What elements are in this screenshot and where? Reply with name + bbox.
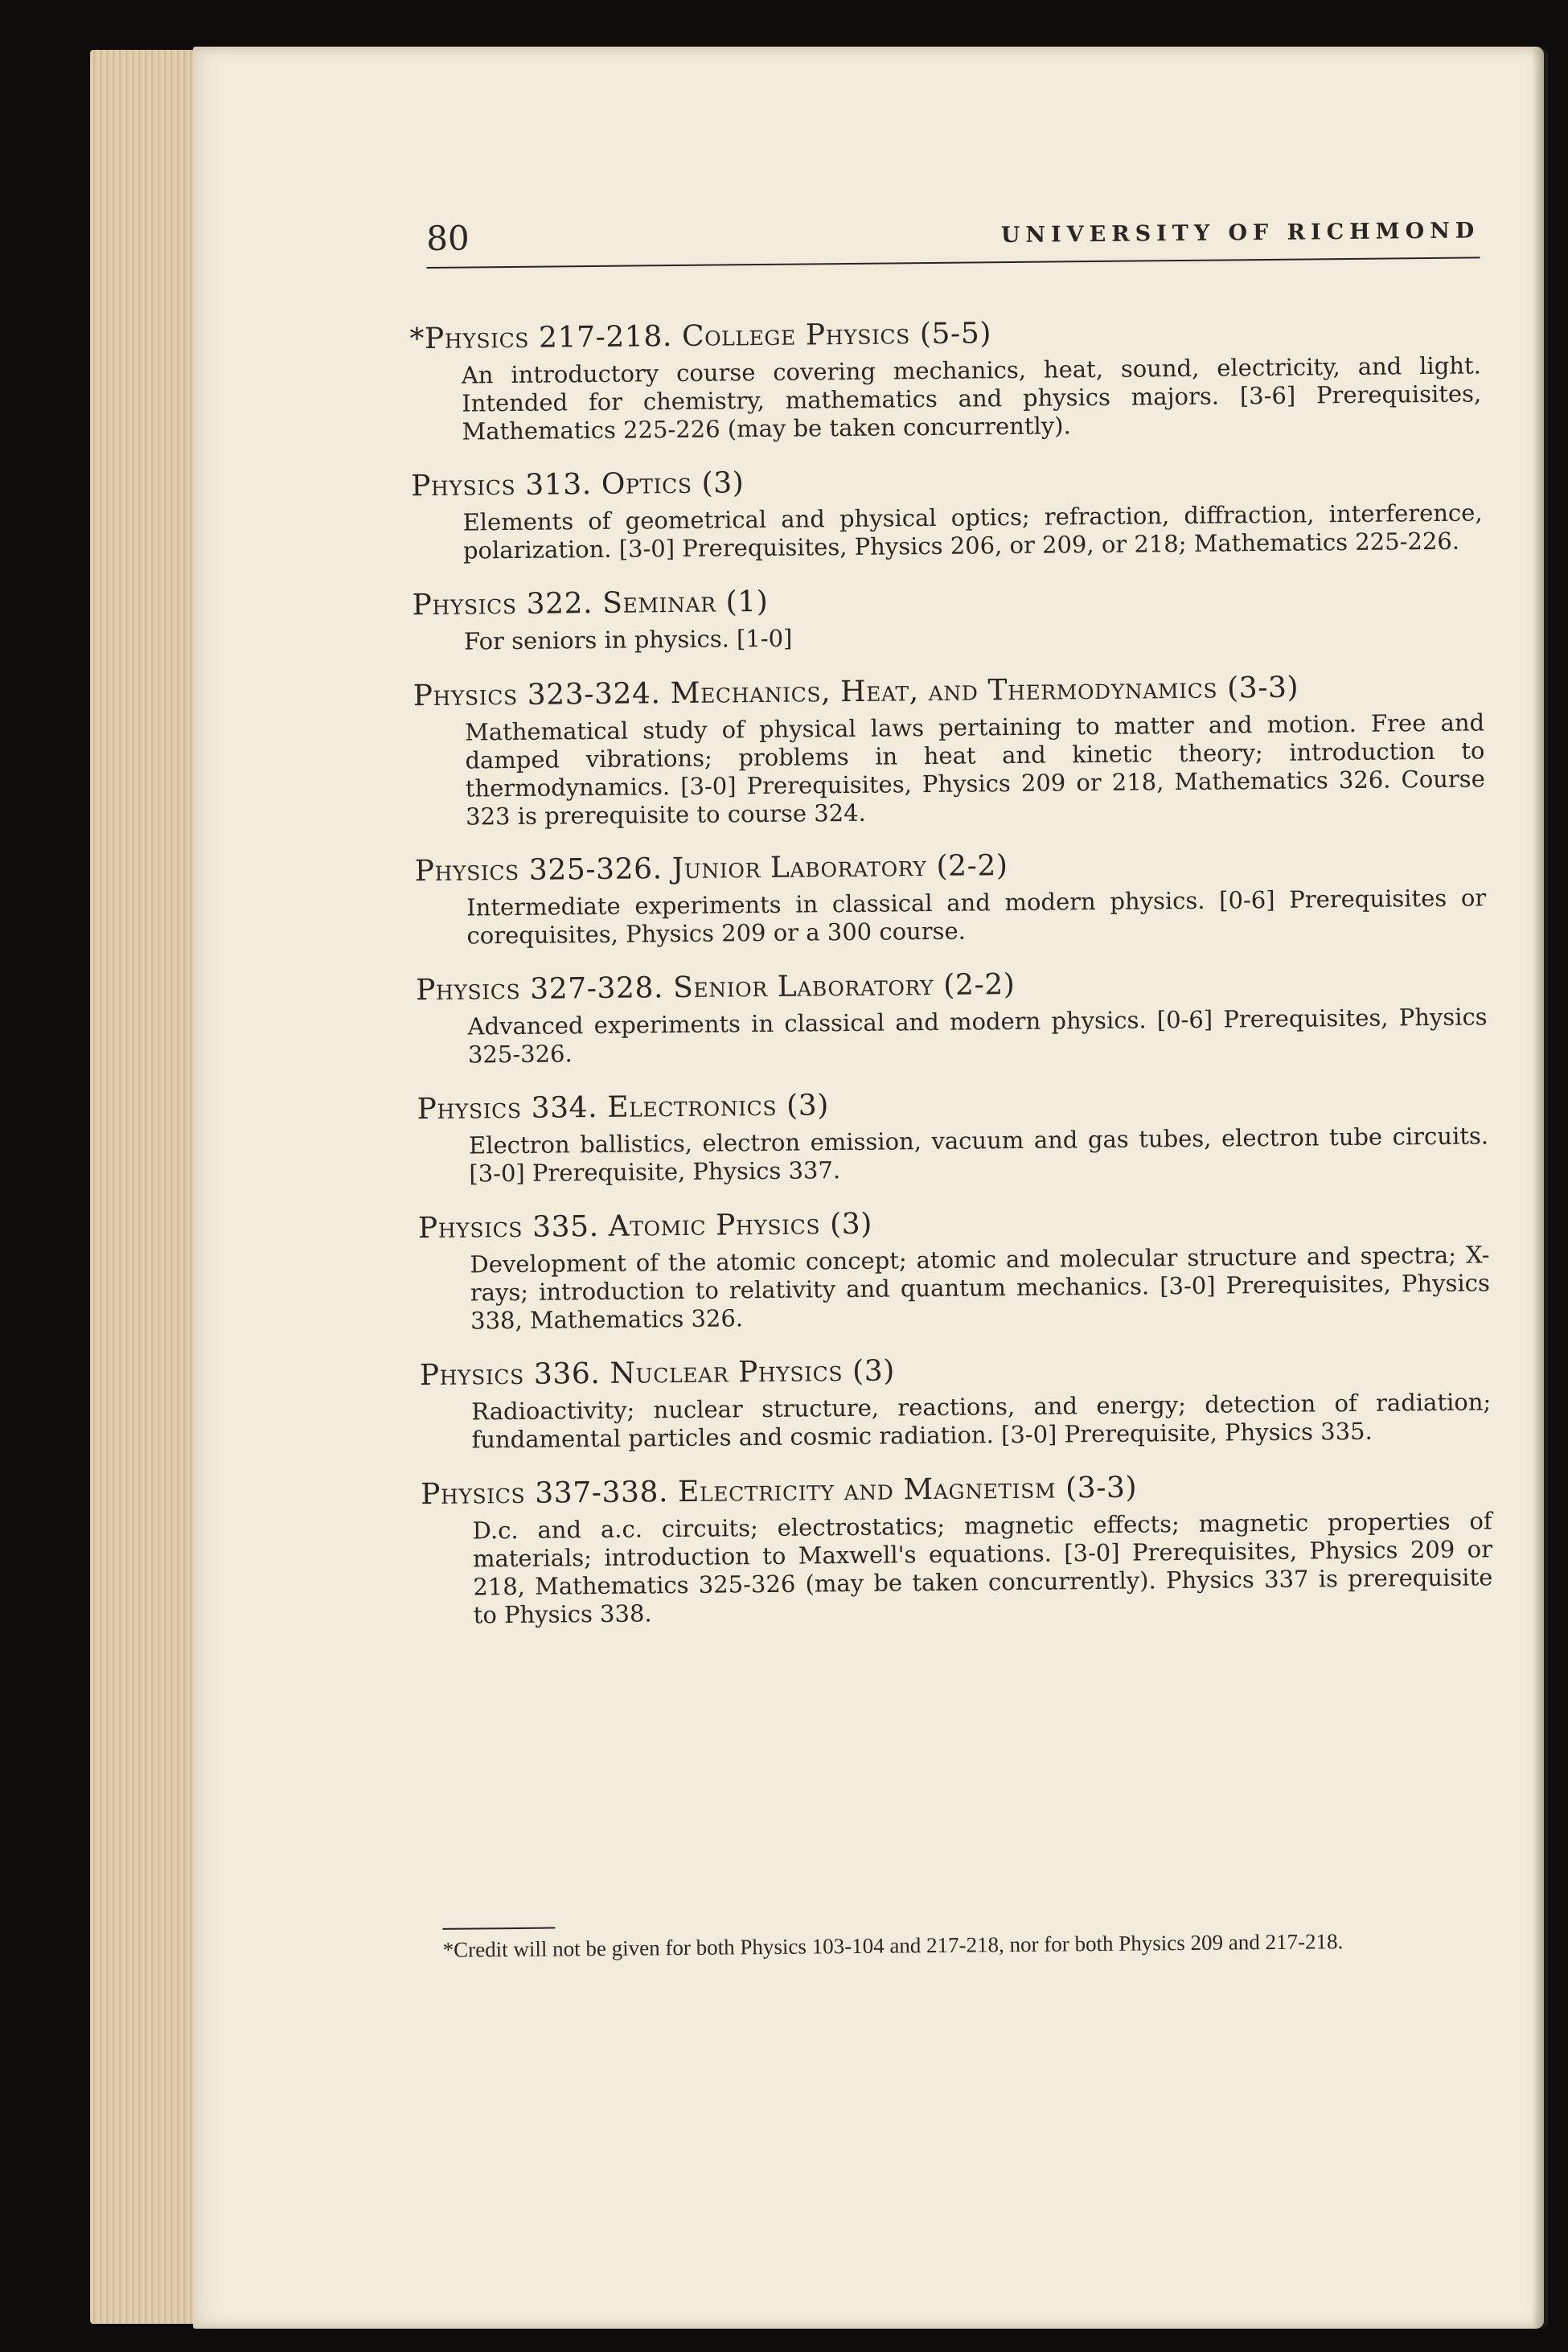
course-description: For seniors in physics. [1-0] (463, 624, 793, 655)
course-entry (417, 1080, 1489, 1188)
course-title: Nuclear Physics (3) (610, 1354, 896, 1390)
course-entry (414, 842, 1487, 950)
course-heading (420, 1346, 1491, 1395)
course-title: Atomic Physics (3) (608, 1207, 873, 1243)
course-code: Physics 335. (417, 1209, 599, 1246)
course-code: *Physics 217-218. (409, 320, 673, 356)
course-title: Senior Laboratory (2-2) (672, 968, 1016, 1005)
course-code: Physics 323-324. (413, 677, 661, 713)
course-code: Physics 336. (419, 1357, 601, 1393)
course-description: Radioactivity; nuclear structure, reactions, and energy; detection of radiation; fundamental particles and cosmic radiation. [3-0] Prerequisite, Physics 335. (471, 1388, 1492, 1454)
course-entry (413, 667, 1485, 831)
course-description: Electron ballistics, electron emission, vacuum and gas tubes, electron tube circuits. [3-0] Prerequisite, Physics 337. (468, 1122, 1489, 1188)
course-heading (409, 310, 1480, 359)
course-description: D.c. and a.c. circuits; electrostatics; magnetic effects; magnetic properties of materials; introduction to Maxwell's equations. [3-0] Prerequisites, Physics 209 or 218, Mathematics 325-326 (may be taken concurrently). Physics 337 is prerequisite to Physics 338. (472, 1507, 1493, 1629)
book-page-edges (90, 50, 203, 2324)
course-title: Mechanics, Heat, and Thermodynamics (3-3) (670, 671, 1299, 711)
course-entry (419, 1346, 1492, 1455)
running-head (426, 207, 1480, 269)
course-code: Physics 322. (412, 587, 593, 622)
course-code: Physics 337-338. (421, 1476, 669, 1512)
course-description: Mathematical study of physical laws pertaining to matter and motion. Free and damped vibrations; problems in heat and kinetic theory; introduction to thermodynamics. [3-0] Prerequisites, Physics 209 or 218, Mathematics 326. Course 323 is prerequisite to course 324. (464, 708, 1485, 831)
course-entry (417, 1199, 1490, 1336)
course-title: Electricity and Magnetism (3-3) (677, 1471, 1138, 1509)
course-title: College Physics (5-5) (681, 317, 992, 353)
course-title: Junior Laboratory (2-2) (671, 849, 1008, 886)
course-code: Physics 325-326. (414, 852, 663, 889)
course-entry (411, 457, 1483, 565)
course-heading (415, 842, 1486, 891)
page-edge-shadow (1532, 48, 1548, 2329)
course-list (409, 310, 1493, 1629)
course-heading (416, 961, 1487, 1010)
course-title: Seminar (1) (602, 585, 769, 620)
course-code: Physics 334. (417, 1091, 598, 1127)
footnote: *Credit will not be given for both Physics 103-104 and 217-218, nor for both Physics 209 and 217-218. (442, 1929, 1344, 1962)
course-heading (411, 457, 1482, 506)
course-code: Physics 327-328. (416, 971, 664, 1008)
course-entry (416, 961, 1488, 1069)
course-entry (412, 576, 1484, 656)
course-heading (421, 1465, 1492, 1514)
course-description: Advanced experiments in classical and modern physics. [0-6] Prerequisites, Physics 325-326. (467, 1003, 1488, 1069)
course-description: Development of the atomic concept; atomic and molecular structure and spectra; X-rays; introduction to relativity and quantum mechanics. [3-0] Prerequisites, Physics 338, Mathematics 326. (470, 1241, 1490, 1335)
footnote-rule (442, 1927, 555, 1930)
course-heading (413, 667, 1484, 716)
course-entry (409, 310, 1482, 446)
course-entry (421, 1465, 1493, 1630)
page-number: 80 (426, 218, 470, 258)
course-description: Elements of geometrical and physical optics; refraction, diffraction, interference, polarization. [3-0] Prerequisites, Physics 206, or 209, or 218; Mathematics 225-226. (462, 499, 1483, 564)
running-title: UNIVERSITY OF RICHMOND (1000, 218, 1480, 248)
course-title: Electronics (3) (607, 1089, 830, 1124)
course-heading (417, 1080, 1488, 1129)
course-code: Physics 313. (411, 468, 592, 503)
course-description: An introductory course covering mechanics, heat, sound, electricity, and light. Intended for chemistry, mathematics and physics majors. [3-6] Prerequisites, Mathematics 225-226 (may be taken concurrently). (461, 351, 1482, 445)
course-title: Optics (3) (601, 466, 745, 501)
course-heading (412, 576, 1483, 625)
course-heading (418, 1199, 1489, 1248)
course-description: Intermediate experiments in classical and modern physics. [0-6] Prerequisites or corequisites, Physics 209 or a 300 course. (466, 884, 1487, 950)
page-content (409, 207, 1493, 1962)
